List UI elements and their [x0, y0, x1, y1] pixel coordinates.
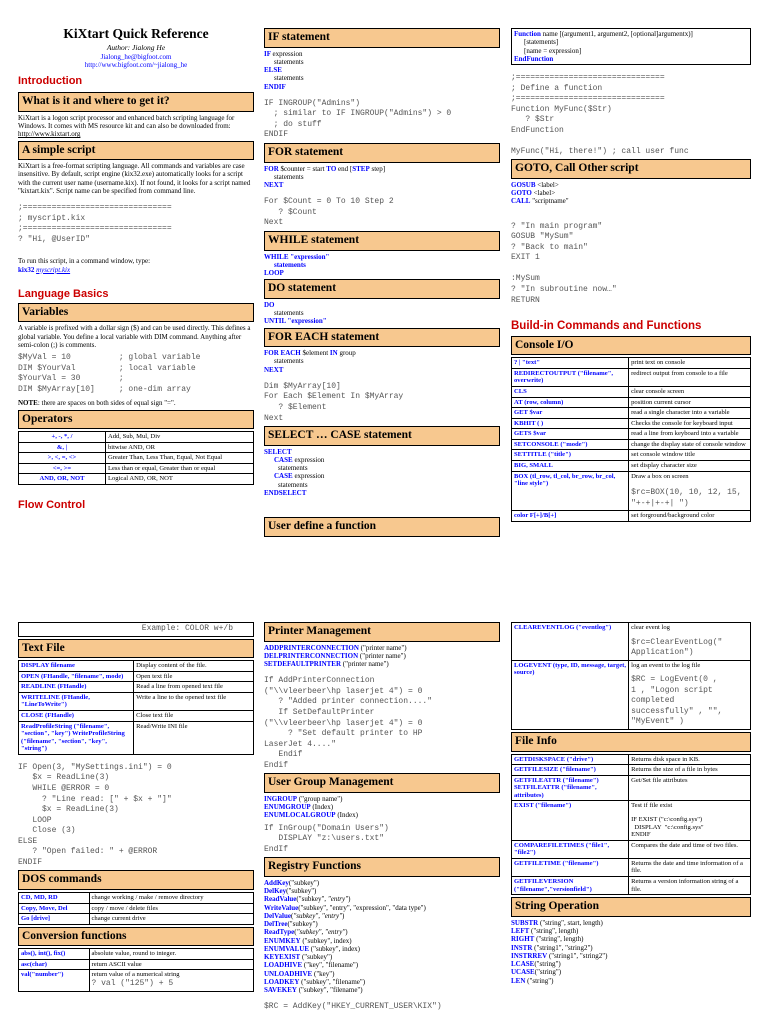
header-goto: GOTO, Call Other script — [511, 159, 751, 179]
header-user-function: User define a function — [264, 517, 500, 537]
table-row: LOGEVENT (type, ID, message, target, source) log an event to the log file $RC = LogEvent(0 , 1 , "Logon script completed successfully" , "", "MyEvent" ) — [512, 660, 751, 729]
string-syntax: SUBSTR ("string", start, length) LEFT ("string", length) RIGHT ("string", length) INSTR ("string1", "string2") INSTRREV ("string1", "string2") LCASE("string") UCASE("string") LEN ("string") — [511, 918, 608, 985]
fileinfo-table — [511, 754, 751, 896]
column-3 — [511, 28, 751, 558]
table-row: GET $var read a single character into a variable — [512, 408, 751, 419]
table-row: OPEN (FHandle, "filename", mode) Open text file — [19, 671, 254, 682]
column-1 — [18, 26, 254, 566]
conversion-table — [18, 948, 254, 991]
table-row: GETS $var read a line from keyboard into a variable — [512, 429, 751, 440]
header-while: WHILE statement — [264, 231, 500, 251]
section-flow-control: Flow Control — [18, 498, 86, 511]
homepage-link[interactable]: http://www.bigfoot.com/~jialong_he — [84, 61, 188, 70]
table-row: CLOSE (FHandle) Close text file — [19, 711, 254, 722]
header-if: IF statement — [264, 28, 500, 48]
header-foreach: FOR EACH statement — [264, 328, 500, 348]
header-do: DO statement — [264, 279, 500, 299]
table-row: KBHIT ( ) Checks the console for keyboard input — [512, 418, 751, 429]
table-row: +, -, *, / Add, Sub, Mul, Div — [19, 432, 254, 443]
table-row: READLINE (FHandle) Read a line from opened text file — [19, 682, 254, 693]
simple-text: KiXtart is a free-format scripting language. All commands and variables are case insensitive. By default, script engine (kix32.exe) automatically looks for a script with the current user name (username.kix). If not found, it looks for a script named "kixtart.kix". Script name can be specified from command line. — [18, 162, 251, 195]
table-row: CD, MD, RD change working / make / remove directory — [19, 892, 254, 903]
table-row: asc(char) return ASCII value — [19, 959, 254, 970]
foreach-code: Dim $MyArray[10] For Each $Element In $MyArray ? $Element Next — [264, 381, 404, 423]
variables-code: $MyVal = 10 ; global variable DIM $YourVal ; local variable $YourVal = 30 ; DIM $MyArray[10] ; one-dim array — [18, 353, 201, 394]
section-introduction: Introduction — [18, 75, 83, 88]
dos-table — [18, 892, 254, 925]
author: Author: Jialong He — [106, 42, 166, 52]
section-builtin: Build-in Commands and Functions — [511, 320, 702, 333]
textfile-table — [18, 660, 254, 755]
if-syntax: IF expression statements ELSE statements ENDIF — [264, 49, 304, 91]
table-row: GETFILEATTR ("filename") SETFILEATTR ("filename", attributes) Get/Set file attributes — [512, 775, 751, 801]
table-row: BOX (tl_row, tl_col, br_row, br_col, "line style") Draw a box on screen $rc=BOX(10, 10, 12, 15, "+-+|+-+| ") — [512, 471, 751, 511]
box-code: $rc=BOX(10, 10, 12, 15, "+-+|+-+| ") — [631, 488, 742, 508]
for-syntax: FOR $counter = start TO end [STEP step] statements NEXT — [264, 164, 386, 190]
for-code: For $Count = 0 To 10 Step 2 ? $Count Next — [264, 197, 394, 228]
header-registry: Registry Functions — [264, 857, 500, 877]
printer-syntax: ADDPRINTERCONNECTION ("printer name") DELPRINTERCONNECTION ("printer name") SETDEFAULTPRINTER ("printer name") — [264, 643, 407, 669]
foreach-syntax: FOR EACH $element IN group statements NEXT — [264, 349, 356, 374]
kixtart-link[interactable]: http://www.kixtart.org — [18, 130, 81, 139]
header-printer: Printer Management — [264, 622, 500, 642]
group-syntax: INGROUP ("group name") ENUMGROUP (Index) ENUMLOCALGROUP (Index) — [264, 794, 358, 820]
eventlog-table — [511, 622, 751, 730]
table-row: >, <, =, <> Greater Than, Less Than, Equal, Not Equal — [19, 453, 254, 464]
table-row: color F[+]/B[+] set forground/background color — [512, 511, 751, 522]
column-2-lower — [264, 622, 500, 1024]
registry-syntax: AddKey("subkey") DelKey("subkey") ReadValue("subkey", "entry") WriteValue("subkey", "entry", "expression", "data type") DelValue("subkey", "entry") DelTree("subkey") ReadType("subkey", "entry") ENUMKEY ("subkey", index) ENUMVALUE ("subkey", index) KEYEXIST ("subkey") LOADHIVE ("key", "filename") UNLOADHIVE ("key") LOADKEY ("subkey", "filename") SAVEKEY ("subkey", "filename") — [264, 878, 426, 994]
table-row: WRITELINE (FHandle, "LineToWrite") Write a line to the opened text file — [19, 692, 254, 710]
exist-code: IF EXIST ("c:\config.sys") DISPLAY "c:\config.sys" ENDIF — [631, 816, 704, 839]
goto-code: ? "In main program" GOSUB "MySum" ? "Back to main" EXIT 1 :MySum ? "In subroutine now…" RETURN — [511, 221, 617, 305]
column-1-lower — [18, 622, 254, 1024]
file-code: IF Open(3, "MySettings.ini") = 0 $x = ReadLine(3) WHILE @ERROR = 0 ? "Line read: [" + $x + "]" $x = ReadLine(3) LOOP Close (3) ELSE ? "Open failed: " + @ERROR ENDIF — [18, 762, 172, 867]
email-link[interactable]: Jialong_he@bigfoot.com — [100, 52, 172, 61]
table-row: EXIST ("filename") Test if file exist IF EXIST ("c:\config.sys") DISPLAY "c:\config.sys" ENDIF — [512, 801, 751, 840]
header-console: Console I/O — [511, 336, 751, 356]
run-text: To run this script, in a command window, type: — [18, 257, 151, 266]
val-code: ? val ("125") + 5 — [91, 978, 174, 988]
table-row: GETDISKSPACE ("drive") Returns disk space in KB. — [512, 754, 751, 765]
table-row: DISPLAY filename Display content of the file. — [19, 661, 254, 672]
header-conversion: Conversion functions — [18, 927, 254, 947]
goto-syntax: GOSUB <label> GOTO <label> CALL "scriptname" — [511, 180, 569, 206]
header-operators: Operators — [18, 410, 254, 430]
do-syntax: DO statements UNTIL "expression" — [264, 300, 327, 326]
function-syntax: Function name [(argument1, argument2, [optional]argumentx)] [statements] [name = expression] EndFunction — [511, 28, 751, 65]
table-row: Go [drive] change current drive — [19, 914, 254, 925]
logevent-code: $RC = LogEvent(0 , 1 , "Logon script completed successfully" , "", "MyEvent" ) — [631, 675, 723, 727]
header-text-file: Text File — [18, 639, 254, 659]
if-code: IF INGROUP("Admins") ; similar to IF INGROUP("Admins") > 0 ; do stuff ENDIF — [264, 98, 452, 140]
run-command: kix32 myscript.kix — [18, 265, 71, 274]
registry-code: $RC = AddKey("HKEY_CURRENT_USER\KIX") — [264, 1002, 442, 1012]
table-row: GETFILESIZE ("filename") Returns the size of a file in bytes — [512, 765, 751, 776]
what-text: KiXtart is a logon script processor and enhanced batch scripting language for Windows. It comes with MS resource kit and can also be downloaded from: http://www.kixtart.org — [18, 113, 235, 139]
header-select: SELECT … CASE statement — [264, 426, 500, 446]
header-simple-script: A simple script — [18, 141, 254, 161]
column-3-lower — [511, 622, 751, 1024]
doc-title: KiXtart Quick Reference — [63, 26, 209, 41]
variables-text: A variable is prefixed with a dollar sign ($) and can be used directly. This defines a global variable. You define a local variable with DIM command. Anything after semi-colon (;) is comments. — [18, 324, 251, 349]
clear-code: $rc=ClearEventLog(" Application") — [631, 637, 723, 658]
table-row: &, | bitwise AND, OR — [19, 442, 254, 453]
header-variables: Variables — [18, 303, 254, 323]
header-for: FOR statement — [264, 143, 500, 163]
variables-note: NOTE: there are spaces on both sides of equal sign "=". — [18, 399, 176, 408]
myscript-code: ;=============================== ; myscript.kix ;=============================== ? "Hi, @UserID" — [18, 203, 172, 244]
function-code: ;=============================== ; Define a function ;=============================== Function MyFunc($Str) ? $Str EndFunction MyFunc("Hi, there!") ; call user func — [511, 73, 689, 156]
header-group: User Group Management — [264, 773, 500, 793]
table-row: GETFILEVERSION ("filename","versionfield") Returns a version information string of a file. — [512, 877, 751, 895]
table-row: AND, OR, NOT Logical AND, OR, NOT — [19, 474, 254, 485]
table-row: BIG, SMALL set display character size — [512, 460, 751, 471]
table-row: REDIRECTOUTPUT ("filename", overwrite) redirect output from console to a file — [512, 368, 751, 386]
column-2 — [264, 28, 500, 554]
printer-code: If AddPrinterConnection ("\\vleerbeer\hp laserjet 4") = 0 ? "Added printer connection...." If SetDefaultPrinter ("\\vleerbeer\hp laserjet 4") = 0 ? "Set default printer to HP LaserJet 4...." Endif Endif — [264, 676, 433, 770]
table-row: <=, >= Less than or equal, Greater than or equal — [19, 463, 254, 474]
header-file-info: File Info — [511, 732, 751, 752]
header-dos: DOS commands — [18, 870, 254, 890]
table-row: ? | "text" print text on console — [512, 358, 751, 369]
table-row: COMPAREFILETIMES ("file1", "file2") Compares the date and time of two files. — [512, 840, 751, 858]
table-row: Copy, Move, Del copy / move / delete files — [19, 903, 254, 914]
table-row: ReadProfileString ("filename", "section", "key") WriteProfileString ("filename", "section", "key", "string") Read/Write INI file — [19, 721, 254, 754]
table-row: GETFILETIME ("filename") Returns the date and time information of a file. — [512, 858, 751, 876]
console-table — [511, 357, 751, 522]
table-row: val("number") return value of a numerical string ? val ("125") + 5 — [19, 970, 254, 991]
section-language-basics: Language Basics — [18, 287, 109, 300]
select-syntax: SELECT CASE expression statements CASE expression statements ENDSELECT — [264, 447, 325, 497]
color-example: Example: COLOR w+/b — [18, 622, 254, 637]
table-row: SETTITLE ("title") set console window title — [512, 450, 751, 461]
table-row: CLS clear console screen — [512, 386, 751, 397]
operators-table — [18, 431, 254, 485]
table-row: abs(), int(), fix() absolute value, round to integer. — [19, 949, 254, 960]
header-what-is-it: What is it and where to get it? — [18, 92, 254, 112]
table-row: AT (row, column) position current cursor — [512, 397, 751, 408]
group-code: If InGroup("Domain Users") DISPLAY "z:\users.txt" EndIf — [264, 823, 389, 854]
while-syntax: WHILE "expression" statements LOOP — [264, 252, 330, 278]
table-row: SETCONSOLE ("mode") change the display state of console window — [512, 439, 751, 450]
table-row: CLEAREVENTLOG ("eventlog") clear event log $rc=ClearEventLog(" Application") — [512, 623, 751, 661]
header-string: String Operation — [511, 897, 751, 917]
